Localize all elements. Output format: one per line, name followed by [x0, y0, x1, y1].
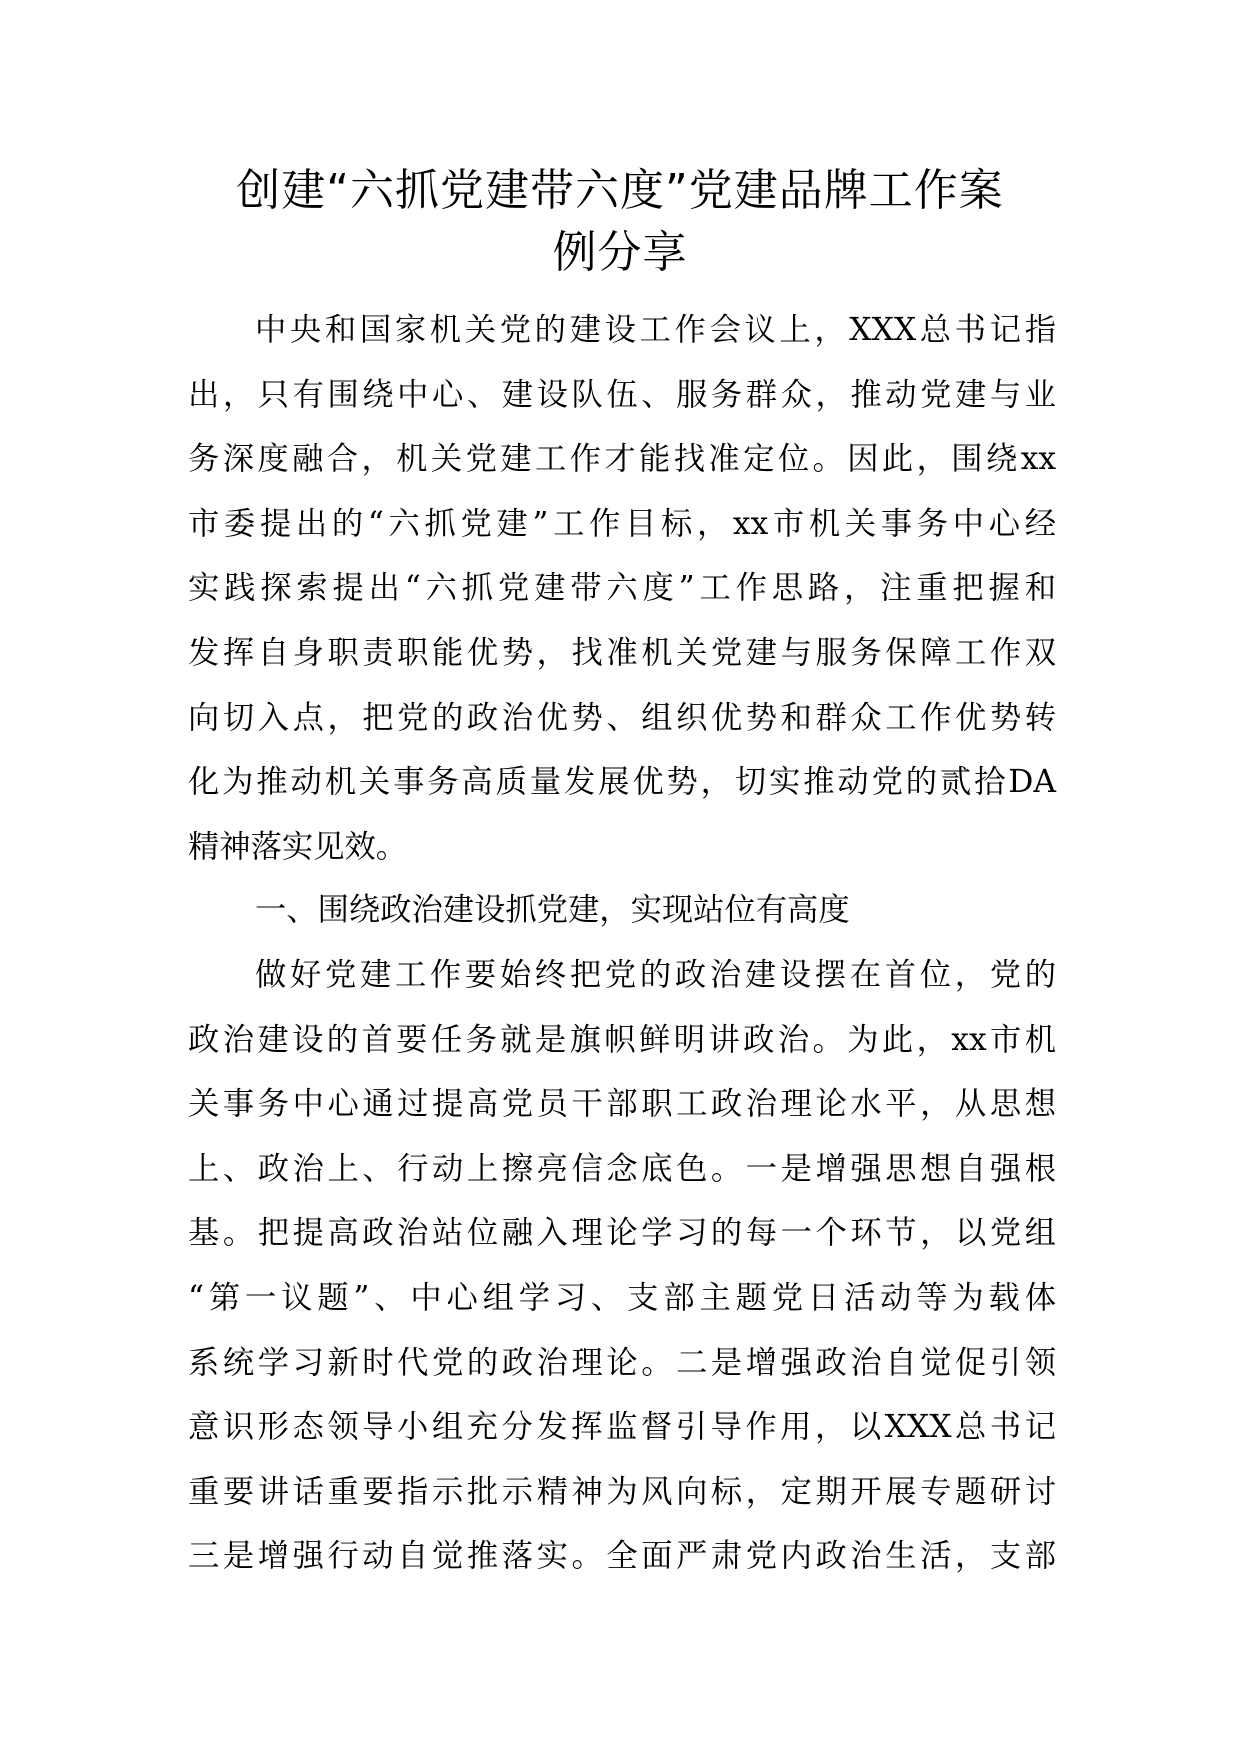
paragraph-line: 务深度融合，机关党建工作才能找准定位。因此，围绕xx [188, 441, 1056, 478]
paragraph-line: 系统学习新时代党的政治理论。二是增强政治自觉促引领 [188, 1344, 1056, 1381]
paragraph-line: “第一议题”、中心组学习、支部主题党日活动等为载体 [188, 1279, 1056, 1316]
section-heading: 一、围绕政治建设抓党建，实现站位有高度 [255, 892, 850, 928]
paragraph-line: 意识形态领导小组充分发挥监督引导作用，以XXX总书记 [188, 1409, 1056, 1446]
paragraph-line: 关事务中心通过提高党员干部职工政治理论水平，从思想 [188, 1086, 1056, 1123]
paragraph-line: 化为推动机关事务高质量发展优势，切实推动党的贰拾DA [188, 764, 1056, 801]
title-line: 例分享 [552, 227, 688, 278]
document-title [186, 160, 1054, 284]
title-line: 创建“六抓党建带六度”党建品牌工作案 [236, 165, 1004, 216]
paragraph-line: 重要讲话重要指示批示精神为风向标，定期开展专题研讨 [188, 1473, 1056, 1510]
paragraph-line: 市委提出的“六抓党建”工作目标，xx市机关事务中心经 [188, 505, 1056, 542]
paragraph-line: 出，只有围绕中心、建设队伍、服务群众，推动党建与业 [188, 376, 1056, 413]
paragraph-line: 精神落实见效。 [188, 828, 408, 865]
paragraph-line: 中央和国家机关党的建设工作会议上，XXX总书记指 [255, 312, 1056, 348]
paragraph-line: 政治建设的首要任务就是旗帜鲜明讲政治。为此，xx市机 [188, 1021, 1056, 1058]
paragraph-line: 向切入点，把党的政治优势、组织优势和群众工作优势转 [188, 699, 1056, 736]
paragraph-line: 上、政治上、行动上擦亮信念底色。一是增强思想自强根 [188, 1150, 1056, 1187]
paragraph-line: 实践探索提出“六抓党建带六度”工作思路，注重把握和 [188, 570, 1056, 607]
paragraph-intro [188, 298, 1056, 879]
paragraph-line: 三是增强行动自觉推落实。全面严肃党内政治生活，支部 [188, 1538, 1056, 1575]
paragraph-line: 做好党建工作要始终把党的政治建设摆在首位，党的 [255, 957, 1056, 993]
paragraph-line: 发挥自身职责职能优势，找准机关党建与服务保障工作双 [188, 634, 1056, 671]
paragraph-line: 基。把提高政治站位融入理论学习的每一个环节，以党组 [188, 1215, 1056, 1252]
paragraph-political-building [188, 943, 1056, 1589]
